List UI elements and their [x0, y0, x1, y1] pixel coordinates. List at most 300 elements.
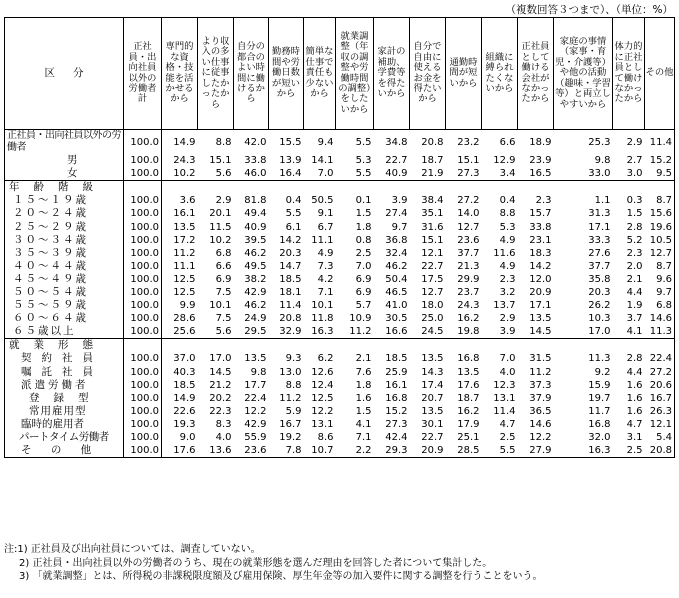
table-cell: 4.9	[499, 234, 516, 246]
table-cell: 8.7	[645, 260, 675, 273]
table-cell: 1.6	[626, 405, 643, 417]
column-header: 通勤時間が短いから	[446, 18, 482, 130]
table-cell: 18.5	[385, 353, 408, 365]
table-cell	[374, 181, 410, 195]
table-cell: 100.0	[124, 325, 162, 339]
table-cell: 11.2	[349, 326, 372, 338]
data-table	[4, 17, 675, 458]
table-cell: 19.2	[279, 432, 302, 444]
table-cell: 20.2	[209, 392, 232, 404]
table-cell: 13.7	[493, 300, 516, 312]
table-cell: 18.3	[529, 247, 552, 259]
row-label	[5, 207, 124, 220]
table-cell: 23.1	[529, 234, 552, 246]
table-cell: 4.0	[215, 432, 232, 444]
table-cell: 2.3	[626, 247, 643, 259]
table-cell: 100.0	[124, 366, 162, 379]
table-cell: 17.6	[162, 444, 198, 458]
table-cell: 24.9	[244, 313, 267, 325]
table-cell: 36.8	[385, 234, 408, 246]
table-cell: 17.9	[457, 418, 480, 430]
table-cell: 31.3	[588, 208, 611, 220]
table-cell: 42.0	[234, 130, 269, 155]
table-cell: 19.6	[645, 220, 675, 233]
table-cell: 0.8	[355, 234, 372, 246]
table-cell: 2.7	[626, 155, 643, 167]
table-cell: 11.3	[645, 325, 675, 339]
table-cell: 7.0	[317, 168, 334, 180]
table-cell: 31.6	[421, 221, 444, 233]
table-cell	[124, 181, 162, 195]
table-cell: 7.5	[215, 313, 232, 325]
table-cell: 13.1	[493, 392, 516, 404]
column-header: より収入の多い仕事に従事したかったから	[198, 18, 234, 130]
table-cell: 18.7	[421, 155, 444, 167]
row-label	[5, 392, 124, 405]
table-cell: 6.2	[317, 353, 334, 365]
table-cell: 0.4	[499, 195, 516, 207]
table-row	[5, 273, 675, 286]
table-cell: 2.9	[499, 313, 516, 325]
table-cell: 25.9	[385, 366, 408, 378]
table-cell: 15.2	[645, 154, 675, 167]
table-cell: 5.7	[355, 300, 372, 312]
table-cell: 23.6	[234, 444, 269, 458]
table-cell: 18.1	[279, 286, 302, 298]
table-cell: 13.9	[279, 155, 302, 167]
row-label	[5, 405, 124, 418]
table-cell: 42.9	[244, 286, 267, 298]
table-cell	[162, 181, 198, 195]
table-cell: 22.3	[209, 405, 232, 417]
row-label	[5, 418, 124, 431]
table-cell: 27.6	[588, 247, 611, 259]
column-header: 自分の都合のよい時間に働けるから	[234, 18, 269, 130]
table-cell: 9.5	[645, 167, 675, 181]
table-cell: 4.7	[626, 418, 643, 430]
table-cell: 20.9	[529, 286, 552, 298]
table-cell	[613, 181, 645, 195]
table-cell: 13.5	[173, 221, 196, 233]
table-cell: 19.3	[173, 418, 196, 430]
table-cell: 6.1	[285, 221, 302, 233]
table-cell: 37.9	[529, 392, 552, 404]
row-label	[5, 286, 124, 299]
table-cell: 10.3	[588, 313, 611, 325]
table-cell: 29.3	[374, 444, 410, 458]
row-label-text: 派遣労働者	[21, 378, 89, 391]
table-cell: 19.8	[457, 326, 480, 338]
table-cell: 9.0	[179, 432, 196, 444]
table-cell: 55.9	[244, 432, 267, 444]
table-cell: 30.1	[421, 418, 444, 430]
table-cell: 21.2	[209, 379, 232, 391]
table-cell: 23.7	[457, 286, 480, 298]
table-row	[5, 444, 675, 458]
table-cell: 13.1	[311, 418, 334, 430]
table-cell: 24.3	[457, 300, 480, 312]
table-cell: 5.4	[645, 431, 675, 444]
table-cell: 33.3	[588, 234, 611, 246]
table-cell: 4.2	[317, 273, 334, 285]
table-cell: 10.5	[645, 234, 675, 247]
table-cell: 16.8	[457, 353, 480, 365]
table-cell: 1.8	[355, 221, 372, 233]
table-cell: 14.2	[529, 260, 552, 272]
table-cell: 11.5	[209, 221, 232, 233]
row-label-text: 年齢階級	[9, 181, 107, 194]
table-cell: 2.3	[499, 273, 516, 285]
table-cell: 37.7	[457, 247, 480, 259]
table-cell: 22.6	[173, 405, 196, 417]
row-label-text: 登録型	[29, 391, 103, 404]
table-cell	[446, 181, 482, 195]
table-cell	[482, 339, 518, 353]
table-cell: 100.0	[124, 299, 162, 312]
table-cell: 10.1	[209, 300, 232, 312]
table-cell: 20.3	[279, 247, 302, 259]
row-label-text: ３０～３４歳	[13, 233, 88, 246]
table-cell: 29.9	[457, 273, 480, 285]
table-cell: 81.8	[244, 195, 267, 207]
row-label	[5, 220, 124, 233]
table-cell	[304, 339, 336, 353]
table-cell: 20.3	[588, 286, 611, 298]
table-cell: 100.0	[124, 154, 162, 167]
table-cell: 38.2	[244, 273, 267, 285]
table-cell: 31.5	[529, 353, 552, 365]
table-cell: 40.3	[173, 366, 196, 378]
table-cell: 22.7	[385, 155, 408, 167]
table-cell: 15.7	[529, 208, 552, 220]
table-cell: 14.9	[162, 130, 198, 155]
table-row	[5, 220, 675, 233]
table-cell: 9.9	[179, 300, 196, 312]
table-cell: 5.5	[355, 168, 372, 180]
column-header: 簡単な仕事で責任も少ないから	[304, 18, 336, 130]
table-cell: 7.3	[317, 260, 334, 272]
table-row	[5, 418, 675, 431]
table-cell: 1.5	[355, 405, 372, 417]
table-cell: 100.0	[124, 167, 162, 181]
table-row	[5, 379, 675, 392]
table-cell: 27.3	[457, 168, 480, 180]
column-header: 正社員として働ける会社がなかったから	[518, 18, 554, 130]
table-cell: 1.6	[355, 392, 372, 404]
table-cell: 9.8	[594, 155, 611, 167]
table-cell: 11.6	[493, 247, 516, 259]
table-cell: 17.5	[421, 273, 444, 285]
notes	[4, 543, 542, 584]
table-cell: 1.8	[355, 379, 372, 391]
row-label-text: そ の 他	[21, 444, 100, 457]
table-cell: 13.6	[198, 444, 234, 458]
table-cell: 100.0	[124, 260, 162, 273]
table-cell: 24.5	[421, 326, 444, 338]
table-cell: 6.9	[355, 273, 372, 285]
table-cell: 100.0	[124, 220, 162, 233]
table-cell: 18.7	[457, 392, 480, 404]
column-header: 家計の補助、学費等を得たいから	[374, 18, 410, 130]
table-row	[5, 405, 675, 418]
table-cell: 17.4	[421, 379, 444, 391]
table-cell: 11.3	[588, 353, 611, 365]
row-label	[5, 312, 124, 325]
table-cell: 10.2	[173, 168, 196, 180]
column-header: 体力的に正社員として働けなかったから	[613, 18, 645, 130]
table-cell: 13.5	[529, 313, 552, 325]
table-cell: 18.9	[518, 130, 554, 155]
table-row	[5, 299, 675, 312]
table-row	[5, 194, 675, 207]
table-cell: 3.4	[499, 168, 516, 180]
table-cell: 16.8	[588, 418, 611, 430]
table-cell: 8.8	[499, 208, 516, 220]
table-cell: 17.1	[529, 300, 552, 312]
table-cell: 38.4	[421, 195, 444, 207]
table-cell: 20.7	[421, 392, 444, 404]
table-cell: 16.6	[385, 326, 408, 338]
table-row	[5, 325, 675, 339]
table-cell: 17.0	[588, 326, 611, 338]
table-cell	[645, 181, 675, 195]
table-cell: 11.4	[279, 300, 302, 312]
table-cell: 12.0	[529, 273, 552, 285]
table-cell: 0.3	[626, 195, 643, 207]
table-cell: 5.2	[626, 234, 643, 246]
table-cell: 15.6	[645, 207, 675, 220]
row-label-text: ４５～４９歳	[13, 272, 88, 285]
table-cell: 7.5	[215, 286, 232, 298]
table-cell: 11.1	[311, 234, 334, 246]
table-cell	[554, 339, 613, 353]
table-cell: 13.5	[421, 353, 444, 365]
table-cell: 1.5	[355, 208, 372, 220]
note-2: 2) 正社員・出向社員以外の労働者のうち、現在の就業形態を選んだ理由を回答した者について集計した。	[19, 557, 493, 569]
table-cell: 9.2	[594, 366, 611, 378]
table-cell: 17.0	[209, 353, 232, 365]
table-cell: 11.2	[279, 392, 302, 404]
table-cell: 14.1	[311, 155, 334, 167]
table-row	[5, 167, 675, 181]
table-cell: 16.7	[279, 418, 302, 430]
table-cell: 23.9	[529, 155, 552, 167]
table-cell: 14.9	[173, 392, 196, 404]
table-cell: 37.7	[588, 260, 611, 272]
table-cell: 50.5	[311, 195, 334, 207]
row-label-text: パートタイム労働者	[19, 431, 109, 444]
table-cell: 7.6	[355, 366, 372, 378]
table-cell: 14.5	[529, 326, 552, 338]
row-label	[5, 167, 124, 181]
table-cell: 3.7	[626, 313, 643, 325]
table-cell: 5.6	[215, 168, 232, 180]
table-cell: 100.0	[124, 418, 162, 431]
table-cell: 9.7	[645, 286, 675, 299]
table-cell: 9.6	[645, 273, 675, 286]
table-cell: 5.3	[355, 155, 372, 167]
table-cell: 13.5	[244, 353, 267, 365]
table-cell: 18.5	[173, 379, 196, 391]
table-row	[5, 207, 675, 220]
table-cell: 32.4	[385, 247, 408, 259]
row-label	[5, 366, 124, 379]
table-cell: 6.8	[645, 299, 675, 312]
table-cell: 15.1	[457, 155, 480, 167]
table-cell: 33.8	[244, 155, 267, 167]
row-label-text: ３５～３９歳	[13, 246, 88, 259]
table-cell: 11.4	[493, 405, 516, 417]
row-label-text: 男	[67, 154, 78, 167]
table-cell: 12.5	[311, 392, 334, 404]
table-cell: 4.1	[626, 326, 643, 338]
table-cell: 100.0	[124, 392, 162, 405]
table-cell: 100.0	[124, 273, 162, 286]
table-cell: 100.0	[124, 194, 162, 207]
table-cell: 9.7	[391, 221, 408, 233]
table-cell: 46.2	[385, 260, 408, 272]
table-cell: 100.0	[124, 286, 162, 299]
table-cell: 2.5	[499, 432, 516, 444]
table-cell: 34.8	[374, 130, 410, 155]
table-cell: 13.0	[279, 366, 302, 378]
row-label	[5, 325, 124, 339]
table-cell	[482, 181, 518, 195]
table-cell: 16.2	[457, 405, 480, 417]
table-cell: 46.2	[244, 300, 267, 312]
table-cell: 25.1	[457, 432, 480, 444]
table-cell: 100.0	[124, 352, 162, 365]
table-cell: 46.0	[244, 168, 267, 180]
table-row	[5, 352, 675, 365]
table-cell: 1.5	[626, 208, 643, 220]
column-header: 勤務時間や労働日数が短いから	[269, 18, 304, 130]
table-cell: 100.0	[124, 247, 162, 260]
table-cell: 100.0	[124, 444, 162, 458]
table-cell: 7.1	[317, 286, 334, 298]
table-cell: 16.4	[279, 168, 302, 180]
row-label-text: ４０～４４歳	[13, 259, 88, 272]
row-label-text: ５０～５４歳	[13, 285, 88, 298]
table-cell: 7.8	[269, 444, 304, 458]
table-cell	[410, 339, 446, 353]
table-cell	[374, 339, 410, 353]
table-cell: 4.4	[626, 286, 643, 298]
table-cell: 16.2	[457, 313, 480, 325]
table-cell: 25.0	[421, 313, 444, 325]
table-cell: 46.2	[244, 247, 267, 259]
table-cell: 40.9	[385, 168, 408, 180]
table-cell: 20.6	[645, 379, 675, 392]
table-cell: 15.5	[269, 130, 304, 155]
row-label	[5, 247, 124, 260]
table-cell: 0.4	[285, 195, 302, 207]
table-cell: 3.9	[391, 195, 408, 207]
table-row	[5, 260, 675, 273]
table-cell: 28.6	[173, 313, 196, 325]
row-label-text: 臨時的雇用者	[21, 417, 84, 430]
table-cell: 100.0	[124, 431, 162, 444]
row-label	[5, 194, 124, 207]
table-cell: 6.8	[215, 247, 232, 259]
table-cell: 18.5	[279, 273, 302, 285]
table-cell: 2.5	[355, 247, 372, 259]
table-cell: 35.8	[588, 273, 611, 285]
table-cell: 46.5	[385, 286, 408, 298]
table-cell: 9.3	[285, 353, 302, 365]
table-row	[5, 234, 675, 247]
row-label	[5, 273, 124, 286]
table-cell: 5.5	[285, 208, 302, 220]
table-cell: 42.9	[244, 418, 267, 430]
table-cell: 5.3	[499, 221, 516, 233]
table-cell: 26.2	[588, 300, 611, 312]
table-cell: 15.9	[588, 379, 611, 391]
table-cell: 100.0	[124, 379, 162, 392]
table-cell: 33.0	[588, 168, 611, 180]
column-header: その他	[645, 18, 675, 130]
table-cell: 26.3	[645, 405, 675, 418]
table-cell: 0.1	[355, 195, 372, 207]
row-label	[5, 260, 124, 273]
table-cell: 6.9	[355, 286, 372, 298]
table-cell: 6.9	[215, 273, 232, 285]
row-label	[5, 379, 124, 392]
table-cell: 4.9	[317, 247, 334, 259]
table-cell	[613, 339, 645, 353]
table-cell: 10.1	[311, 300, 334, 312]
table-cell: 13.5	[457, 366, 480, 378]
table-cell: 16.5	[529, 168, 552, 180]
row-label	[5, 130, 124, 155]
row-label	[5, 431, 124, 444]
table-cell: 20.8	[410, 130, 446, 155]
table-cell: 2.9	[215, 195, 232, 207]
table-cell: 14.6	[645, 312, 675, 325]
row-label-text: 契約社員	[21, 352, 103, 365]
column-header: 就業調整（年収の調整や労働時間の調整）をしたいから	[336, 18, 374, 130]
table-row	[5, 247, 675, 260]
table-cell: 19.7	[588, 392, 611, 404]
table-row	[5, 392, 675, 405]
table-cell: 20.8	[645, 444, 675, 458]
table-row	[5, 154, 675, 167]
table-cell: 30.5	[385, 313, 408, 325]
table-cell: 2.9	[613, 130, 645, 155]
table-cell: 11.2	[173, 247, 196, 259]
table-cell: 8.8	[198, 130, 234, 155]
row-label-text: 就業形態	[9, 339, 107, 352]
table-cell: 11.4	[645, 130, 675, 155]
table-cell: 36.5	[529, 405, 552, 417]
table-cell: 3.0	[626, 168, 643, 180]
table-cell: 17.2	[173, 234, 196, 246]
table-cell: 27.3	[385, 418, 408, 430]
table-cell: 35.1	[421, 208, 444, 220]
table-cell: 100.0	[124, 312, 162, 325]
table-cell	[234, 181, 269, 195]
table-cell	[269, 339, 304, 353]
table-cell	[518, 339, 554, 353]
table-cell: 22.4	[244, 392, 267, 404]
table-cell: 14.3	[421, 366, 444, 378]
note-3: 3) 「就業調整」とは、所得税の非課税限度額及び雇用保険、厚生年金等の加入要件に関する調整を行うことをいう。	[19, 571, 543, 582]
table-cell: 16.3	[554, 444, 613, 458]
table-cell: 10.7	[304, 444, 336, 458]
table-cell: 8.7	[645, 194, 675, 207]
table-cell: 23.2	[446, 130, 482, 155]
table-cell: 8.6	[317, 432, 334, 444]
